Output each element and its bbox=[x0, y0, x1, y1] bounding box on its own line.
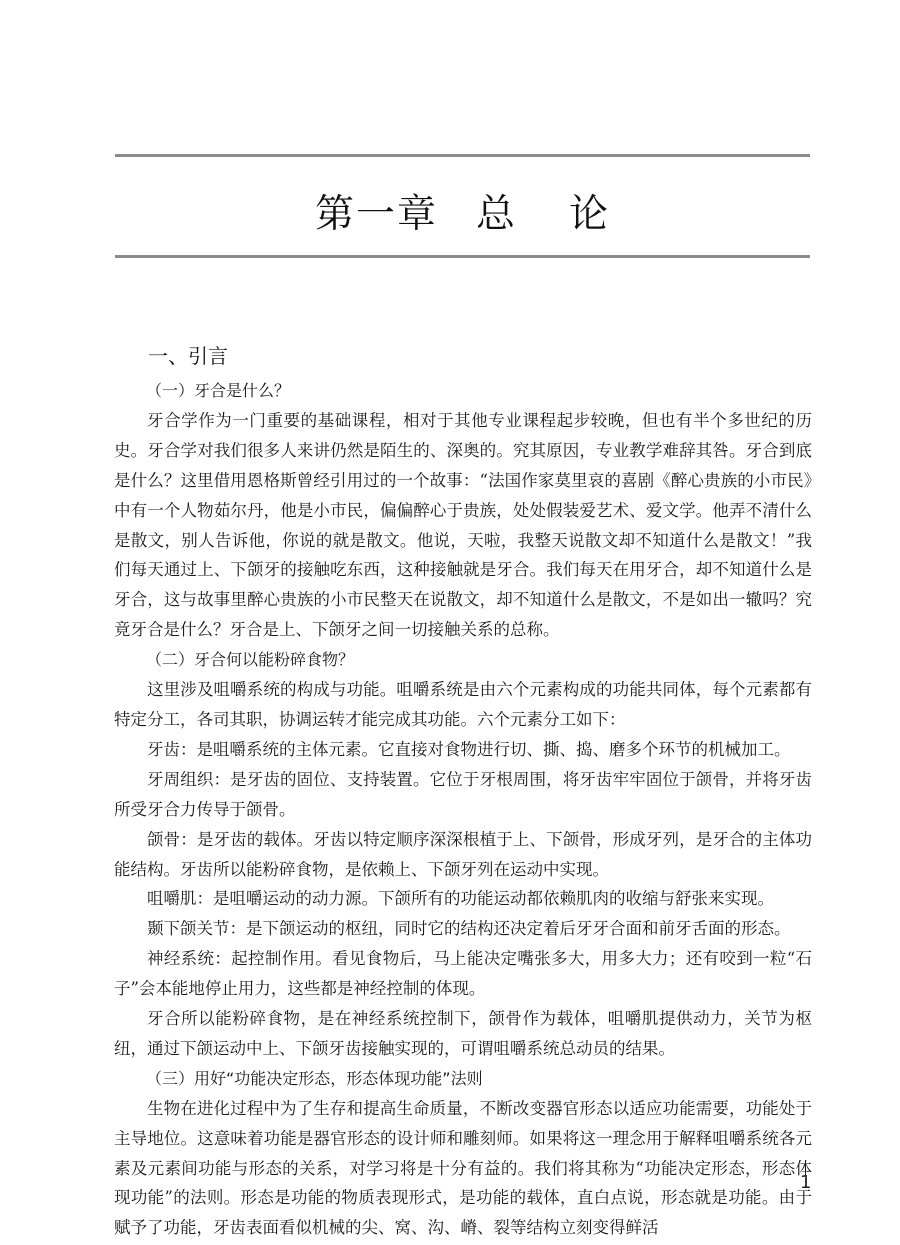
subsection-heading: （三）用好“功能决定形态，形态体现功能”法则 bbox=[146, 1068, 483, 1088]
paragraph: 咀嚼肌：是咀嚼运动的动力源。下颌所有的功能运动都依赖肌肉的收缩与舒张来实现。 bbox=[147, 889, 774, 909]
body-text bbox=[114, 376, 812, 1243]
page-number: 1 bbox=[800, 1172, 812, 1193]
section-heading: 一、引言 bbox=[148, 344, 228, 368]
paragraph: 牙合学作为一门重要的基础课程，相对于其他专业课程起步较晚，但也有半个多世纪的历史。牙合学对我们很多人来讲仍然是陌生的、深奥的。究其原因，专业教学难辞其咎。牙合到底是什么？这里借用恩格斯曾经引用过的一个故事：“法国作家莫里哀的喜剧《醉心贵族的小市民》中有一个人物茹尔丹，他是小市民，偏偏醉心于贵族，处处假装爱艺术、爱文学。他弄不清什么是散文，别人告诉他，你说的就是散文。他说，天啦，我整天说散文却不知道什么是散文！”我们每天通过上、下颌牙的接触吃东西，这种接触就是牙合。我们每天在用牙合，却不知道什么是牙合，这与故事里醉心贵族的小市民整天在说散文，却不知道什么是散文，不是如出一辙吗？究竟牙合是什么？牙合是上、下颌牙之间一切接触关系的总称。 bbox=[114, 410, 812, 640]
paragraph: 颞下颌关节：是下颌运动的枢纽，同时它的结构还决定着后牙牙合面和前牙舌面的形态。 bbox=[147, 919, 791, 939]
paragraph: 颌骨：是牙齿的载体。牙齿以特定顺序深深根植于上、下颌骨，形成牙列，是牙合的主体功能结构。牙齿所以能粉碎食物，是依赖上、下颌牙列在运动中实现。 bbox=[114, 829, 812, 879]
chapter-title-char-2: 论 bbox=[569, 192, 611, 237]
paragraph: 牙周组织：是牙齿的固位、支持装置。它位于牙根周围，将牙齿牢牢固位于颌骨，并将牙齿所受牙合力传导于颌骨。 bbox=[114, 769, 812, 819]
paragraph: 生物在进化过程中为了生存和提高生命质量，不断改变器官形态以适应功能需要，功能处于主导地位。这意味着功能是器官形态的设计师和雕刻师。如果将这一理念用于解释咀嚼系统各元素及元素间功能与形态的关系，对学习将是十分有益的。我们将其称为“功能决定形态，形态体现功能”的法则。形态是功能的物质表现形式，是功能的载体，直白点说，形态就是功能。由于赋予了功能，牙齿表面看似机械的尖、窝、沟、嵴、裂等结构立刻变得鲜活 bbox=[114, 1098, 812, 1238]
paragraph: 这里涉及咀嚼系统的构成与功能。咀嚼系统是由六个元素构成的功能共同体，每个元素都有特定分工，各司其职，协调运转才能完成其功能。六个元素分工如下： bbox=[114, 680, 812, 729]
paragraph: 牙合所以能粉碎食物，是在神经系统控制下，颌骨作为载体，咀嚼肌提供动力，关节为枢纽，通过下颌运动中上、下颌牙齿接触实现的，可谓咀嚼系统总动员的结果。 bbox=[114, 1009, 812, 1058]
chapter-title bbox=[115, 183, 810, 239]
chapter-top-rule bbox=[115, 154, 810, 157]
subsection-heading: （二）牙合何以能粉碎食物？ bbox=[146, 650, 355, 670]
chapter-title-char-1: 总 bbox=[475, 192, 517, 237]
chapter-number: 第一章 bbox=[314, 192, 438, 237]
subsection-heading: （一）牙合是什么？ bbox=[146, 381, 291, 400]
chapter-bottom-rule bbox=[115, 255, 810, 258]
paragraph: 神经系统：起控制作用。看见食物后，马上能决定嘴张多大，用多大力；还有咬到一粒“石子”会本能地停止用力，这些都是神经控制的体现。 bbox=[114, 949, 812, 999]
paragraph: 牙齿：是咀嚼系统的主体元素。它直接对食物进行切、撕、捣、磨多个环节的机械加工。 bbox=[147, 739, 791, 759]
